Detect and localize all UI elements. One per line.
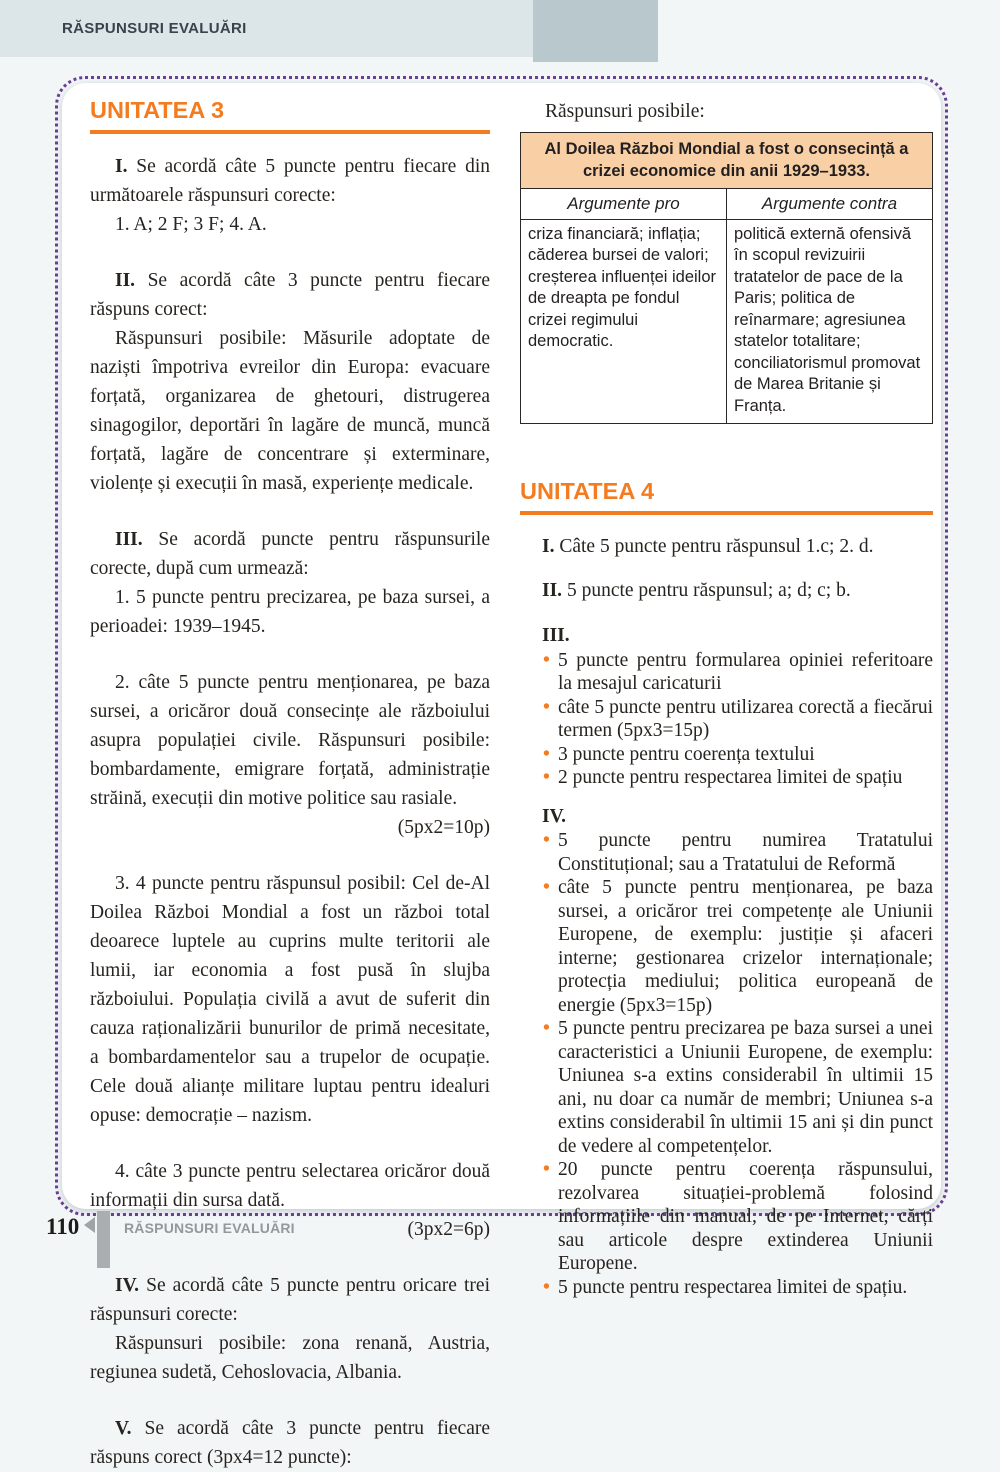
unit3-paragraph-1-answers: 1. A; 2 F; 3 F; 4. A.: [115, 214, 267, 236]
paragraph-lead: IV.: [115, 1275, 140, 1297]
unit3-paragraph-3: [90, 525, 490, 583]
list-item: • 3 puncte pentru coerența textului: [544, 743, 933, 767]
arguments-pro-header: Argumente pro: [521, 189, 727, 220]
unit3-paragraph-2: [90, 266, 490, 324]
paragraph-text: Se acordă puncte pentru răspunsurile corecte, după cum urmează:: [90, 529, 490, 580]
list-item: • 5 puncte pentru formularea opiniei referitoare la mesajul caricaturii: [544, 649, 933, 696]
paragraph-lead: V.: [115, 1418, 132, 1440]
bookmark-bar: [97, 1211, 110, 1268]
paragraph-text: Câte 5 puncte pentru răspunsul 1.c; 2. d.: [559, 536, 874, 558]
list-item: • 5 puncte pentru numirea Tratatului Constituțional; sau a Tratatului de Reformă: [544, 829, 933, 876]
arguments-pro-cell: criza financiară; inflația; căderea bursei de valori; creșterea influenței ideilor de dreapta pe fondul crizei regimului democratic.: [521, 219, 727, 424]
unit3-paragraph-2-possible: Răspunsuri posibile: Măsurile adoptate de naziști împotriva evreilor din Europa: evacuare forțată, organizarea de ghetouri, distrugerea sinagogilor, deportări în lagăre de muncă, muncă forțată, lagăre de concentrare și exterminare, violențe și execuții în masă, experiențe medicale.: [90, 328, 490, 495]
unit3-paragraph-1: [90, 152, 490, 210]
running-footer: RĂSPUNSURI EVALUĂRI: [124, 1220, 295, 1236]
paragraph-text: Se acordă câte 3 puncte pentru fiecare răspuns corect:: [90, 270, 491, 321]
unit3-title: UNITATEA 3: [90, 97, 490, 134]
unit4-section3-label: III.: [542, 625, 570, 647]
paragraph-lead: III.: [115, 529, 143, 551]
top-header-dark-block: [533, 0, 658, 62]
unit3-paragraph-4-possible: Răspunsuri posibile: zona renană, Austria, regiunea sudetă, Cehoslovacia, Albania.: [90, 1333, 490, 1384]
paragraph-text: 5 puncte pentru răspunsul; a; d; c; b.: [566, 579, 851, 601]
unit3-item-4: 4. câte 3 puncte pentru selectarea oricăror două informații din sursa dată.: [90, 1161, 490, 1212]
right-column: [520, 97, 933, 1298]
list-item: • 5 puncte pentru precizarea pe baza sursei a unei caracteristici a Uniunii Europene, de exemplu: Uniunea s-a extins considerabil în ultimii 15 ani, nu doar ca număr de membri; Uniunea s-a extins considerabil în ultimii 15 ani și din punct de vedere al competențelor.: [544, 1017, 933, 1158]
unit4-section3-list: [520, 649, 933, 790]
unit3-item-1: 1. 5 puncte pentru precizarea, pe baza sursei, a perioadei: 1939–1945.: [90, 587, 490, 638]
arguments-contra-header: Argumente contra: [727, 189, 933, 220]
paragraph-lead: II.: [542, 579, 563, 601]
list-item: • 2 puncte pentru respectarea limitei de spațiu: [544, 766, 933, 790]
page-number: 110: [46, 1214, 80, 1239]
paragraph-text: Se acordă câte 3 puncte pentru fiecare răspuns corect (3px4=12 puncte):: [90, 1418, 491, 1469]
unit3-item-3: 3. 4 puncte pentru răspunsul posibil: Cel de-Al Doilea Război Mondial a fost un război total deoarece luptele au cuprins multe teritorii ale lumii, iar economia a fost pusă în slujba războiului. Populația civilă a avut de suferit din cauza raționalizării bunurilor de primă necesitate, a bombardamentelor sau a trupelor de ocupație. Cele două alianțe militare luptau pentru idealuri opuse: democrație – nazism.: [90, 873, 490, 1127]
arguments-table-title: Al Doilea Război Mondial a fost o consecință a crizei economice din anii 1929–1933.: [521, 133, 933, 189]
unit4-section4-label: IV.: [542, 805, 567, 827]
paragraph-lead: II.: [115, 270, 136, 292]
unit4-section4-list: [520, 829, 933, 1299]
list-item: • 20 puncte pentru coerența răspunsului, rezolvarea situației-problemă folosind informațiile din manual, de pe Internet, cărți sau articole despre extinderea Uniunii Europene.: [544, 1158, 933, 1276]
unit3-item-2: 2. câte 5 puncte pentru menționarea, pe baza sursei, a oricăror două consecințe ale războiului asupra populației civile. Răspunsuri posibile: bombardamente, emigrare forțată, administrație străină, execuții din motive politice sau rasiale.: [90, 672, 490, 810]
unit3-paragraph-5: [90, 1414, 490, 1472]
unit3-item-2-score: (5px2=10p): [397, 817, 490, 839]
left-arrow-icon: [84, 1217, 95, 1233]
unit4-paragraph-2: [520, 579, 933, 603]
unit3-item-4-score: (3px2=6p): [407, 1219, 490, 1241]
paragraph-text: Se acordă câte 5 puncte pentru fiecare din următoarele răspunsuri corecte:: [90, 156, 490, 207]
unit4-paragraph-1: [520, 535, 933, 559]
list-item: • 5 puncte pentru respectarea limitei de spațiu.: [544, 1276, 933, 1300]
answers-table-intro: Răspunsuri posibile:: [545, 101, 705, 122]
list-item: • câte 5 puncte pentru utilizarea corectă a fiecărui termen (5px3=15p): [544, 696, 933, 743]
unit3-paragraph-4: [90, 1271, 490, 1329]
unit4-title: UNITATEA 4: [520, 478, 933, 515]
running-header: RĂSPUNSURI EVALUĂRI: [62, 20, 247, 37]
list-item: • câte 5 puncte pentru menționarea, pe baza sursei, a oricăror trei competențe ale Uniunii Europene, de exemplu: justiție și afaceri interne; gestionarea crizelor internaționale; protecția mediului; politica europeană de energie (5px3=15p): [544, 876, 933, 1017]
paragraph-text: Se acordă câte 5 puncte pentru oricare trei răspunsuri corecte:: [90, 1275, 490, 1326]
paragraph-lead: I.: [542, 536, 555, 558]
paragraph-lead: I.: [115, 156, 128, 178]
arguments-contra-cell: politică externă ofensivă în scopul revizuirii tratatelor de pace de la Paris; politica de reînarmare; agresiunea statelor totalitare; conciliatorismul promovat de Marea Britanie și Franța.: [727, 219, 933, 424]
arguments-table: [520, 132, 933, 424]
